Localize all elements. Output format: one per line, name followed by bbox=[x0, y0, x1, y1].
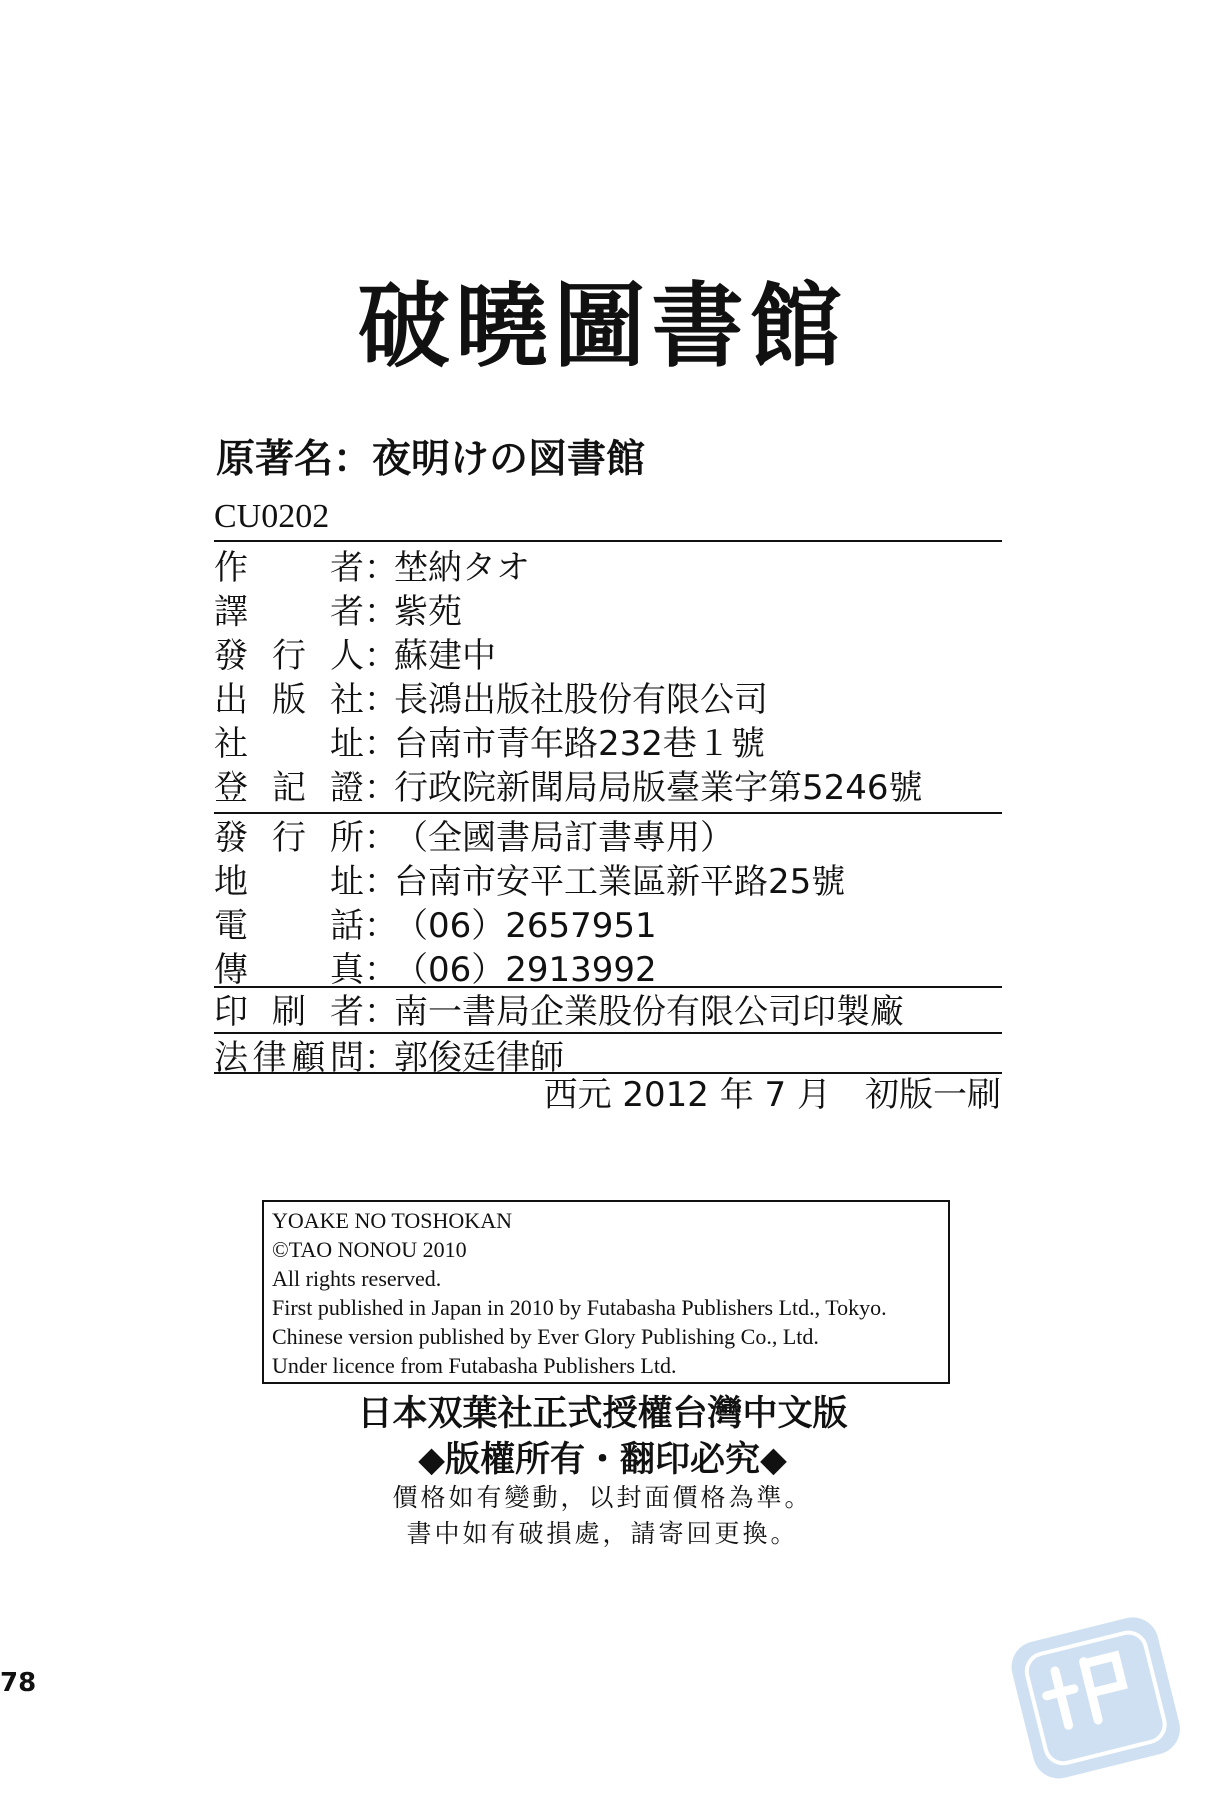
credit-colon: ： bbox=[364, 548, 398, 588]
price-notice: 價格如有變動，以封面價格為準。 bbox=[392, 1483, 813, 1512]
credit-value: 埜納タオ bbox=[394, 548, 530, 588]
licence-line: Under licence from Futabasha Publishers Ltd. bbox=[272, 1353, 677, 1378]
credit-row-author bbox=[214, 546, 530, 590]
credit-value: 郭俊廷律師 bbox=[394, 1038, 564, 1078]
credit-colon: ： bbox=[364, 950, 398, 990]
credit-row-printer bbox=[214, 990, 904, 1034]
credit-value: 長鴻出版社股份有限公司 bbox=[394, 680, 768, 720]
credit-colon: ： bbox=[364, 724, 398, 764]
copyright-notice: ◆版權所有・翻印必究◆ bbox=[418, 1440, 787, 1480]
credit-colon: ： bbox=[364, 992, 398, 1032]
credit-label: 社址 bbox=[214, 724, 364, 764]
licence-line: First published in Japan in 2010 by Futabasha Publishers Ltd., Tokyo. bbox=[272, 1295, 887, 1320]
credit-value: 行政院新聞局局版臺業字第5246號 bbox=[394, 768, 923, 808]
credit-row-publisher bbox=[214, 678, 768, 722]
licence-box bbox=[262, 1200, 950, 1384]
original-title-separator: ： bbox=[333, 437, 373, 482]
catalog-code: CU0202 bbox=[214, 498, 330, 535]
book-title: 破曉圖書館 bbox=[357, 273, 848, 380]
credit-value: （06）2657951 bbox=[394, 906, 657, 946]
credit-row-distributor-address bbox=[214, 860, 845, 904]
credit-label: 發行所 bbox=[214, 818, 364, 858]
credit-value: 台南市青年路232巷１號 bbox=[394, 724, 765, 764]
divider bbox=[214, 986, 1002, 988]
credit-value: （全國書局訂書專用） bbox=[394, 818, 734, 858]
divider bbox=[214, 812, 1002, 814]
credit-label: 譯者 bbox=[214, 592, 364, 632]
credit-colon: ： bbox=[364, 592, 398, 632]
credit-row-phone bbox=[214, 904, 657, 948]
credit-label: 印刷者 bbox=[214, 992, 364, 1032]
scanner-watermark-icon bbox=[1000, 1600, 1190, 1790]
divider bbox=[214, 1032, 1002, 1034]
credit-label: 作者 bbox=[214, 548, 364, 588]
credit-value: 蘇建中 bbox=[394, 636, 496, 676]
credit-row-publisher-person bbox=[214, 634, 496, 678]
credit-colon: ： bbox=[364, 768, 398, 808]
credit-label: 電話 bbox=[214, 906, 364, 946]
credit-value: （06）2913992 bbox=[394, 950, 657, 990]
credit-value: 南一書局企業股份有限公司印製廠 bbox=[394, 992, 904, 1032]
authorized-notice: 日本双葉社正式授權台灣中文版 bbox=[357, 1394, 848, 1434]
credit-colon: ： bbox=[364, 818, 398, 858]
original-title-value: 夜明けの図書館 bbox=[372, 437, 646, 482]
credit-label: 地址 bbox=[214, 862, 364, 902]
divider bbox=[214, 540, 1002, 542]
credit-label: 登記證 bbox=[214, 768, 364, 808]
credit-row-address bbox=[214, 722, 765, 766]
licence-line: YOAKE NO TOSHOKAN bbox=[272, 1208, 512, 1233]
credit-value: 紫苑 bbox=[394, 592, 462, 632]
original-title-label: 原著名 bbox=[216, 437, 334, 482]
credit-value: 台南市安平工業區新平路25號 bbox=[394, 862, 846, 902]
credit-colon: ： bbox=[364, 906, 398, 946]
credit-label: 傳真 bbox=[214, 950, 364, 990]
credit-row-distributor bbox=[214, 816, 734, 860]
credit-row-registration bbox=[214, 766, 923, 810]
licence-line: ©TAO NONOU 2010 bbox=[272, 1237, 467, 1262]
credit-colon: ： bbox=[364, 636, 398, 676]
credit-colon: ： bbox=[364, 862, 398, 902]
licence-line: All rights reserved. bbox=[272, 1266, 442, 1291]
edition-line: 西元 2012 年 7 月 初版一刷 bbox=[543, 1075, 1001, 1115]
credit-colon: ： bbox=[364, 1038, 398, 1078]
credit-row-translator bbox=[214, 590, 462, 634]
credit-colon: ： bbox=[364, 680, 398, 720]
credit-label: 出版社 bbox=[214, 680, 364, 720]
original-title bbox=[216, 432, 645, 488]
credit-label: 發行人 bbox=[214, 636, 364, 676]
damage-notice: 書中如有破損處，請寄回更換。 bbox=[406, 1519, 799, 1548]
page-number: 78 bbox=[0, 1668, 37, 1698]
licence-line: Chinese version published by Ever Glory Publishing Co., Ltd. bbox=[272, 1324, 819, 1349]
credit-label: 法律顧問 bbox=[214, 1038, 364, 1078]
